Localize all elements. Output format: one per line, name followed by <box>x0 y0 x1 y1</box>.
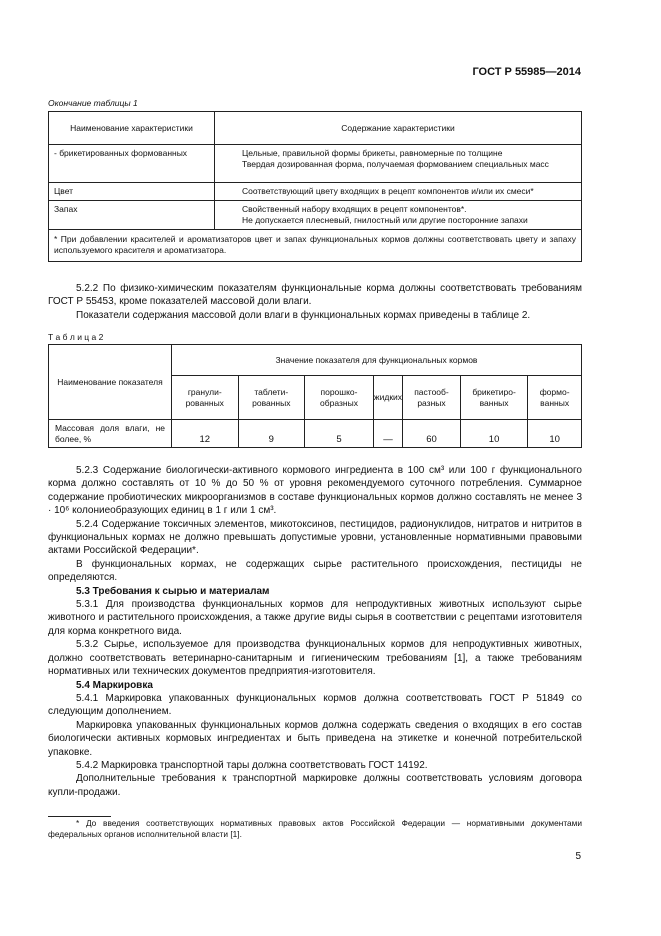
paragraph: Дополнительные требования к транспортной маркировке должны соответствовать условиям договора купли-продажи. <box>48 773 582 798</box>
main-text <box>48 464 582 799</box>
page-footnote: * До введения соответствующих нормативных правовых актов Российской Федерации — нормативными документами федеральных органов исполнительной власти [1]. <box>48 818 582 839</box>
paragraph: В функциональных кормах, не содержащих сырье растительного происхождения, пестициды не определяются. <box>48 558 582 584</box>
paragraph: 5.2.2 По физико-химическим показателям функциональные корма должны соответствовать требованиям ГОСТ Р 55453, кроме показателей массовой доли влаги. <box>48 283 582 308</box>
table1-header-content: Содержание характеристики <box>215 112 582 145</box>
table-row <box>49 420 582 448</box>
table2-value: 10 <box>460 420 527 448</box>
table2-col-header: жидких <box>373 376 402 420</box>
section-heading: 5.3 Требования к сырью и материалам <box>76 585 270 597</box>
paragraph: 5.2.4 Содержание токсичных элементов, микотоксинов, пестицидов, радионуклидов, нитратов и нитритов в функциональных кормах не должно превышать допустимые уровни, установленные нормативными правовыми актами Российской Федерации*. <box>48 518 582 557</box>
paragraph: 5.3.2 Сырье, используемое для производства функциональных кормов для непродуктивных животных, должно соответствовать ветеринарно-санитарным и гигиеническим требованиям [1], а также требованиям нормативных или технических документов предприятия-изготовителя. <box>48 639 582 678</box>
table1-cell-content <box>215 201 582 230</box>
table2-col-header: гранулированных <box>172 376 239 420</box>
table2-row-label: Массовая доля влаги, не более, % <box>49 420 172 448</box>
table1-caption: Окончание таблицы 1 <box>48 98 138 108</box>
table2-value: 9 <box>238 420 305 448</box>
section-522 <box>48 282 582 322</box>
table1-content-line: Цельные, правильной формы брикеты, равномерные по толщине <box>242 148 503 158</box>
table1-cell-name: - брикетированных формованных <box>49 145 215 183</box>
table1-cell-content <box>215 183 582 201</box>
paragraph: 5.3.1 Для производства функциональных кормов для непродуктивных животных используют сырье животного и растительного происхождения, а также другие виды сырья в соответствии с рецептами изготовителя для корма конкретного вида. <box>48 599 582 637</box>
table-2 <box>48 344 582 448</box>
section-heading: 5.4 Маркировка <box>76 679 153 691</box>
table2-value: 12 <box>172 420 239 448</box>
paragraph: Маркировка упакованных функциональных кормов должна содержать сведения о входящих в его состав биологически активных кормовых ингредиентах и быть приведена на этикетке и конечной потребительской упаковке. <box>48 719 582 758</box>
table1-content-line: Не допускается плесневый, гнилостный или другие посторонние запахи <box>242 215 528 225</box>
paragraph: 5.2.3 Содержание биологически-активного кормового ингредиента в 100 см³ или 100 г функционального корма должно составлять от 10 % до 50 % от уровня рекомендуемого суточного потребления. Суммарное содержание пробиотических микроорганизмов в составе функциональных кормов должно составлять не менее 3 · 10⁶ колониеобразующих единиц в 1 г или 1 см³. <box>48 465 582 517</box>
table2-col-header: брикетированных <box>460 376 527 420</box>
table-1 <box>48 111 582 262</box>
table2-group-header: Значение показателя для функциональных кормов <box>172 345 582 376</box>
table-row <box>49 145 582 183</box>
paragraph: Показатели содержания массовой доли влаги в функциональных кормах приведены в таблице 2. <box>76 309 531 321</box>
table2-indicator-header: Наименование показателя <box>49 345 172 420</box>
table1-content-line: Твердая дозированная форма, получаемая формованием специальных масс <box>242 159 549 169</box>
table2-col-header: формованных <box>528 376 582 420</box>
paragraph: 5.4.1 Маркировка упакованных функциональных кормов должна соответствовать ГОСТ Р 51849 со следующим дополнением. <box>48 692 582 718</box>
table-row <box>49 183 582 201</box>
table2-col-header: порошкообразных <box>305 376 374 420</box>
table2-caption: Т а б л и ц а 2 <box>48 332 104 342</box>
table1-content-line: Соответствующий цвету входящих в рецепт компонентов и/или их смеси* <box>242 186 534 196</box>
table1-cell-name: Запах <box>49 201 215 230</box>
table1-footnote: * При добавлении красителей и ароматизаторов цвет и запах функциональных кормов должны соответствовать цвету и запаху используемого красителя и ароматизатора. <box>49 230 582 262</box>
footnote-divider <box>48 816 111 817</box>
table2-value: 5 <box>305 420 374 448</box>
table1-content-line: Свойственный набору входящих в рецепт компонентов*. <box>242 204 467 214</box>
table1-header-name: Наименование характеристики <box>49 112 215 145</box>
page-number: 5 <box>575 851 581 862</box>
table1-cell-content <box>215 145 582 183</box>
table-row <box>49 201 582 230</box>
table1-cell-name: Цвет <box>49 183 215 201</box>
table2-value: 60 <box>403 420 461 448</box>
table2-value: — <box>373 420 402 448</box>
table2-col-header: таблетированных <box>238 376 305 420</box>
paragraph: 5.4.2 Маркировка транспортной тары должна соответствовать ГОСТ 14192. <box>76 759 428 771</box>
document-header: ГОСТ Р 55985—2014 <box>472 66 581 78</box>
table2-col-header: пастообразных <box>403 376 461 420</box>
table2-value: 10 <box>528 420 582 448</box>
